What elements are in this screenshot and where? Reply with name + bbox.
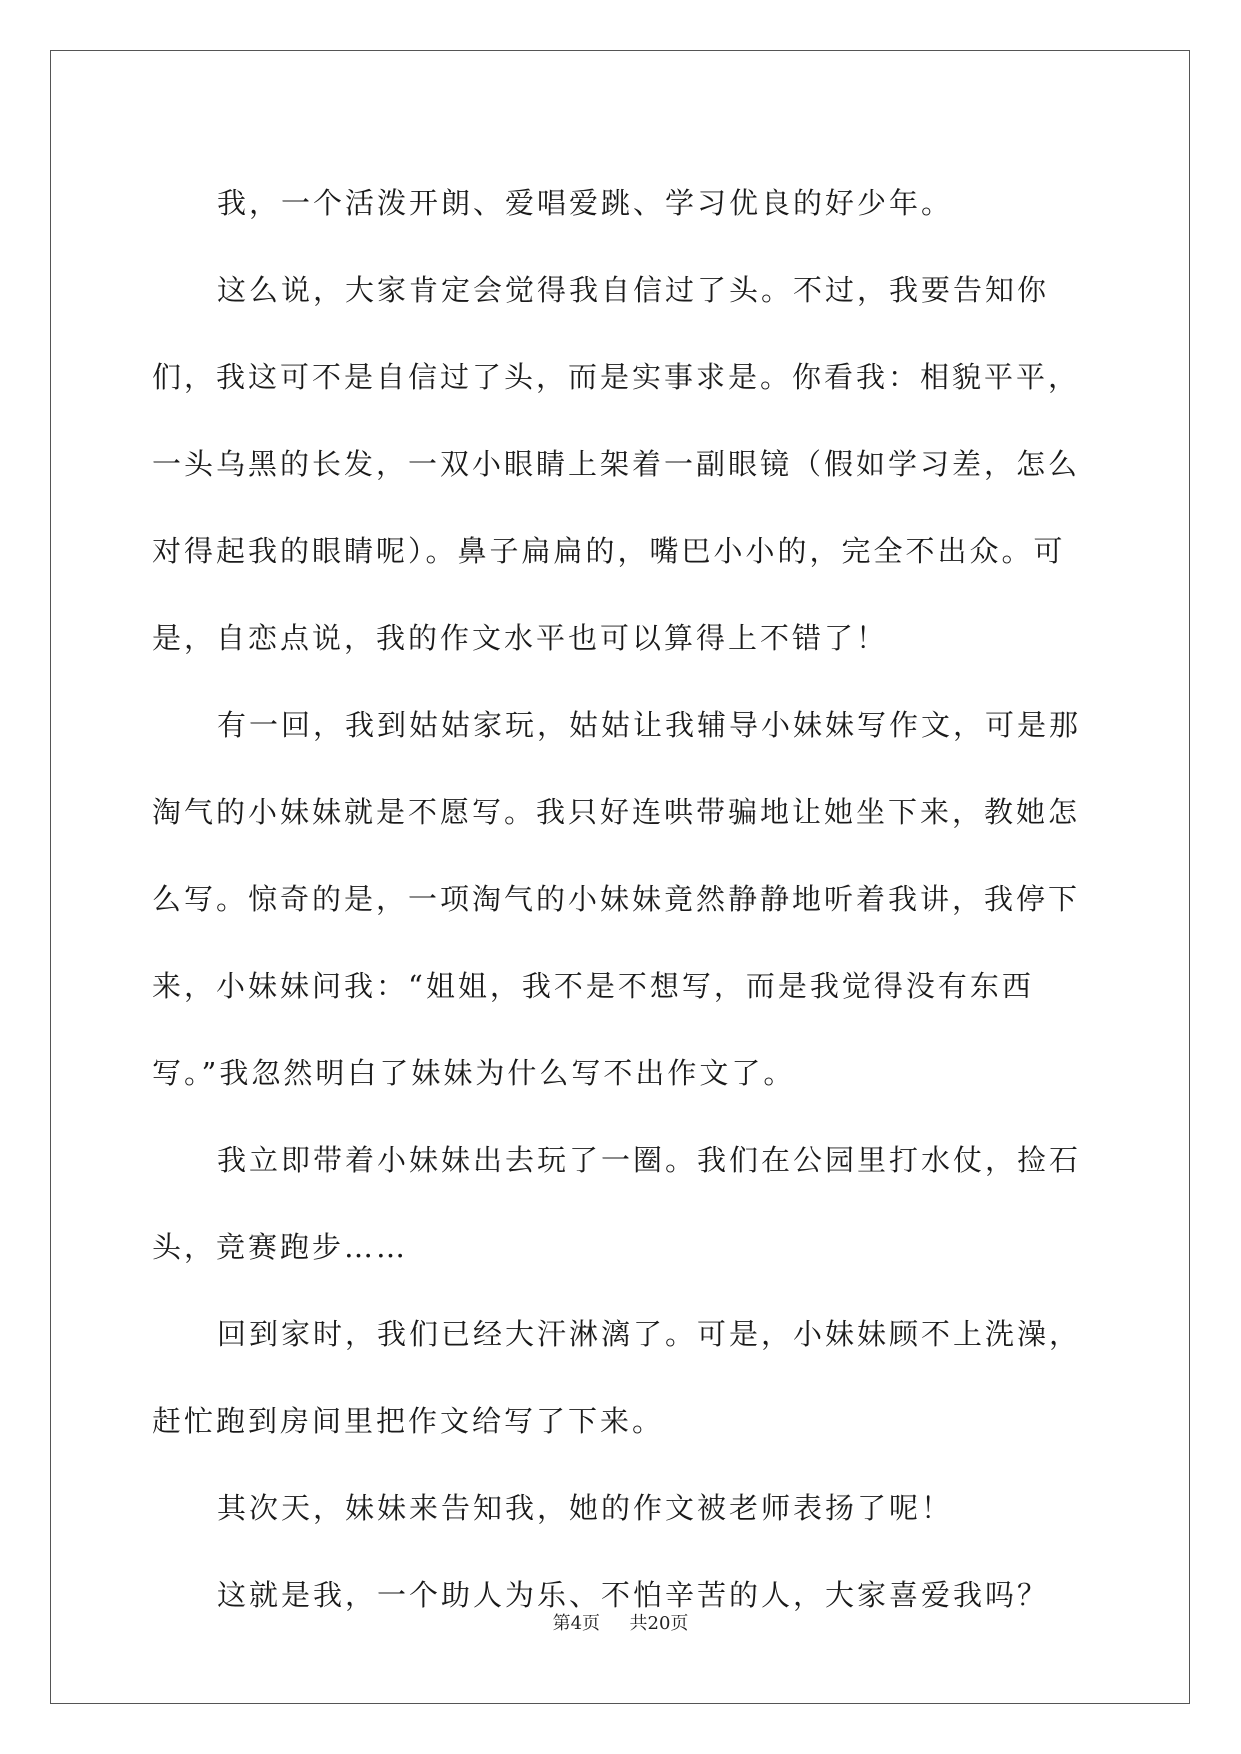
paragraph: 回到家时，我们已经大汗淋漓了。可是，小妹妹顾不上洗澡，赶忙跑到房间里把作文给写了下来。	[152, 1317, 1082, 1438]
paragraph: 这就是我，一个助人为乐、不怕辛苦的人，大家喜爱我吗？	[217, 1578, 1050, 1612]
page-total: 共20页	[629, 1613, 689, 1634]
document-body	[152, 160, 1092, 1639]
paragraph: 有一回，我到姑姑家玩，姑姑让我辅导小妹妹写作文，可是那淘气的小妹妹就是不愿写。我只好连哄带骗地让她坐下来，教她怎么写。惊奇的是，一项淘气的小妹妹竟然静静地听着我讲，我停下来，小妹妹问我：“姐姐，我不是不想写，而是我觉得没有东西写。”我忽然明白了妹妹为什么写不出作文了。	[152, 708, 1082, 1090]
paragraph: 我，一个活泼开朗、爱唱爱跳、学习优良的好少年。	[217, 186, 954, 220]
page-footer	[0, 1612, 1241, 1636]
paragraph: 我立即带着小妹妹出去玩了一圈。我们在公园里打水仗，捡石头，竞赛跑步……	[152, 1143, 1082, 1264]
paragraph: 这么说，大家肯定会觉得我自信过了头。不过，我要告知你们，我这可不是自信过了头，而是实事求是。你看我：相貌平平，一头乌黑的长发，一双小眼睛上架着一副眼镜（假如学习差，怎么对得起我的眼睛呢）。鼻子扁扁的，嘴巴小小的，完全不出众。可是，自恋点说，我的作文水平也可以算得上不错了！	[152, 273, 1081, 655]
page-number: 第4页	[552, 1613, 601, 1634]
paragraph: 其次天，妹妹来告知我，她的作文被老师表扬了呢！	[217, 1491, 954, 1525]
